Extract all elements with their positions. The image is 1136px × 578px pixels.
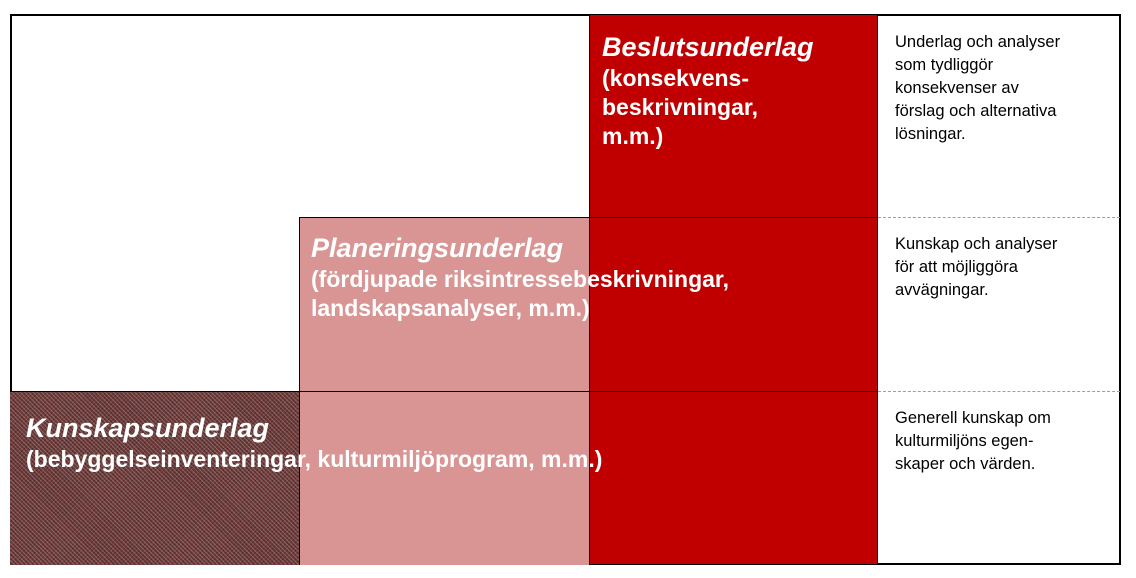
kunskapsunderlag-label: [26, 412, 876, 474]
beslutsunderlag-subtitle: (konsekvens- beskrivningar, m.m.): [602, 65, 758, 149]
level-separator-lower: [299, 391, 878, 392]
beslutsunderlag-label: [602, 31, 872, 151]
planeringsunderlag-label: [311, 232, 871, 323]
kunskapsunderlag-title: Kunskapsunderlag: [26, 413, 270, 443]
planeringsunderlag-subtitle: (fördjupade riksintressebeskrivningar, landskapsanalyser, m.m.): [311, 266, 729, 321]
beslutsunderlag-description: Underlag och analyser som tydliggör konsekvenser av förslag och alternativa lösningar.: [895, 33, 1061, 143]
planeringsunderlag-title: Planeringsunderlag: [311, 233, 564, 263]
kunskapsunderlag-subtitle: (bebyggelseinventeringar, kulturmiljöprogram, m.m.): [26, 446, 603, 472]
planeringsunderlag-description: Kunskap och analyser för att möjliggöra avvägningar.: [895, 235, 1058, 299]
description-separator-lower: [878, 391, 1120, 392]
description-separator-upper: [878, 217, 1120, 218]
level-separator-upper: [589, 217, 878, 218]
beslutsunderlag-title: Beslutsunderlag: [602, 32, 814, 62]
kunskapsunderlag-description: Generell kunskap om kulturmiljöns egen- skaper och värden.: [895, 409, 1051, 473]
